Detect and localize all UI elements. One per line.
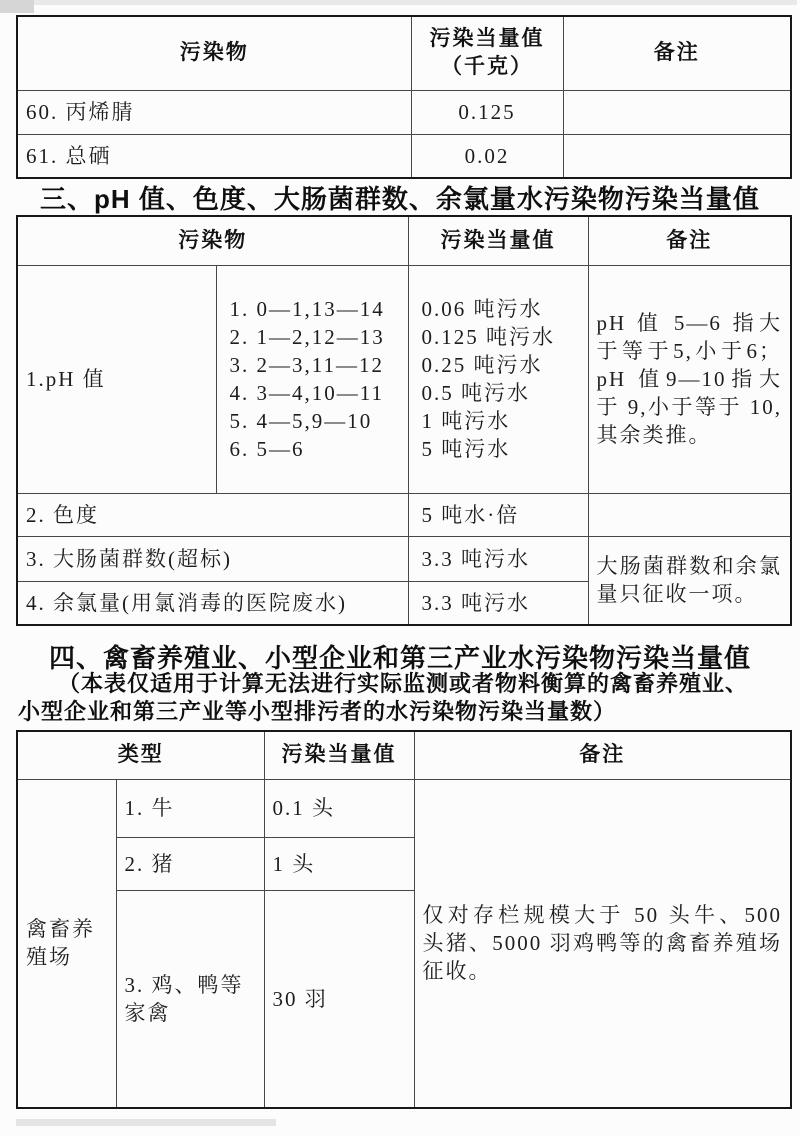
table2-header-value: 污染当量值 xyxy=(408,216,588,265)
table-row xyxy=(17,134,791,178)
poultry-value: 30 羽 xyxy=(264,890,414,1108)
table2-header-note: 备注 xyxy=(588,216,791,265)
table3-header-type: 类型 xyxy=(17,731,264,779)
chlorine-label: 4. 余氯量(用氯消毒的医院废水) xyxy=(17,581,408,625)
chroma-label: 2. 色度 xyxy=(17,493,408,536)
cattle-value: 0.1 头 xyxy=(264,779,414,837)
table2-header-pollutant: 污染物 xyxy=(17,216,408,265)
ph-label: 1.pH 值 xyxy=(17,265,216,493)
poultry-label: 3. 鸡、鸭等家禽 xyxy=(116,890,264,1108)
ph-note: pH 值 5—6 指大于等于5,小于6；pH 值9—10指大于 9,小于等于 10,其余类推。 xyxy=(588,265,791,493)
row-60-value: 0.125 xyxy=(411,90,563,134)
chlorine-value: 3.3 吨污水 xyxy=(408,581,588,625)
table3-header-note: 备注 xyxy=(414,731,791,779)
ph-value-item: 5 吨污水 xyxy=(421,437,511,461)
chroma-row xyxy=(17,493,791,536)
ph-range-item: 4. 3—4,10—11 xyxy=(229,381,384,405)
cattle-label: 1. 牛 xyxy=(116,779,264,837)
ph-range-item: 1. 0—1,13—14 xyxy=(229,297,385,321)
ph-chroma-coliform-chlorine-table xyxy=(16,215,792,626)
table1-header-value-line2: （千克） xyxy=(441,55,533,79)
table3-header-value: 污染当量值 xyxy=(264,731,414,779)
ph-value-item: 0.125 吨污水 xyxy=(421,325,555,349)
ph-value-item: 0.5 吨污水 xyxy=(421,381,530,405)
pollutant-equivalent-table-partial xyxy=(16,15,792,179)
cattle-row xyxy=(17,779,791,837)
row-61-note-empty xyxy=(563,134,791,178)
ph-range-list xyxy=(216,265,408,493)
ph-value-list xyxy=(408,265,588,493)
table1-header-value-line1: 污染当量值 xyxy=(429,27,545,51)
pig-value: 1 头 xyxy=(264,837,414,890)
ph-row xyxy=(17,265,791,493)
section4-subtitle-line2: 小型企业和第三产业等小型排污者的水污染物污染当量数） xyxy=(18,699,617,724)
coliform-chlorine-note: 大肠菌群数和余氯量只征收一项。 xyxy=(588,536,791,625)
chroma-value: 5 吨水·倍 xyxy=(408,493,588,536)
coliform-label: 3. 大肠菌群数(超标) xyxy=(17,536,408,581)
ph-range-item: 2. 1—2,12—13 xyxy=(229,325,385,349)
scan-artifact-corner xyxy=(0,0,34,13)
ph-range-item: 6. 5—6 xyxy=(229,437,305,461)
scan-artifact-top xyxy=(0,0,797,5)
row-60-note-empty xyxy=(563,90,791,134)
ph-value-item: 0.25 吨污水 xyxy=(421,353,543,377)
pig-label: 2. 猪 xyxy=(116,837,264,890)
section4-subtitle-line1: （本表仅适用于计算无法进行实际监测或者物料衡算的禽畜养殖业、 xyxy=(58,671,749,696)
livestock-note: 仅对存栏规模大于 50 头牛、500 头猪、5000 羽鸡鸭等的禽畜养殖场征收。 xyxy=(414,779,791,1108)
scan-artifact-bottom xyxy=(16,1119,276,1126)
ph-range-item: 5. 4—5,9—10 xyxy=(229,409,373,433)
table1-header-row xyxy=(17,16,791,90)
row-60-name: 60. 丙烯腈 xyxy=(17,90,411,134)
table1-header-value xyxy=(411,16,563,90)
row-61-name: 61. 总硒 xyxy=(17,134,411,178)
coliform-value: 3.3 吨污水 xyxy=(408,536,588,581)
chroma-note-empty xyxy=(588,493,791,536)
table1-header-note: 备注 xyxy=(563,16,791,90)
section4-subtitle xyxy=(18,670,790,726)
table3-header-row xyxy=(17,731,791,779)
table-row xyxy=(17,90,791,134)
section3-title: 三、pH 值、色度、大肠菌群数、余氯量水污染物污染当量值 xyxy=(40,184,760,214)
table2-header-row xyxy=(17,216,791,265)
table1-header-pollutant: 污染物 xyxy=(17,16,411,90)
coliform-row xyxy=(17,536,791,581)
ph-range-item: 3. 2—3,11—12 xyxy=(229,353,384,377)
section4-title: 四、禽畜养殖业、小型企业和第三产业水污染物污染当量值 xyxy=(48,643,751,673)
row-61-value: 0.02 xyxy=(411,134,563,178)
livestock-category: 禽畜养殖场 xyxy=(17,779,116,1108)
ph-value-item: 0.06 吨污水 xyxy=(421,297,543,321)
livestock-small-business-table xyxy=(16,730,792,1109)
ph-value-item: 1 吨污水 xyxy=(421,409,511,433)
